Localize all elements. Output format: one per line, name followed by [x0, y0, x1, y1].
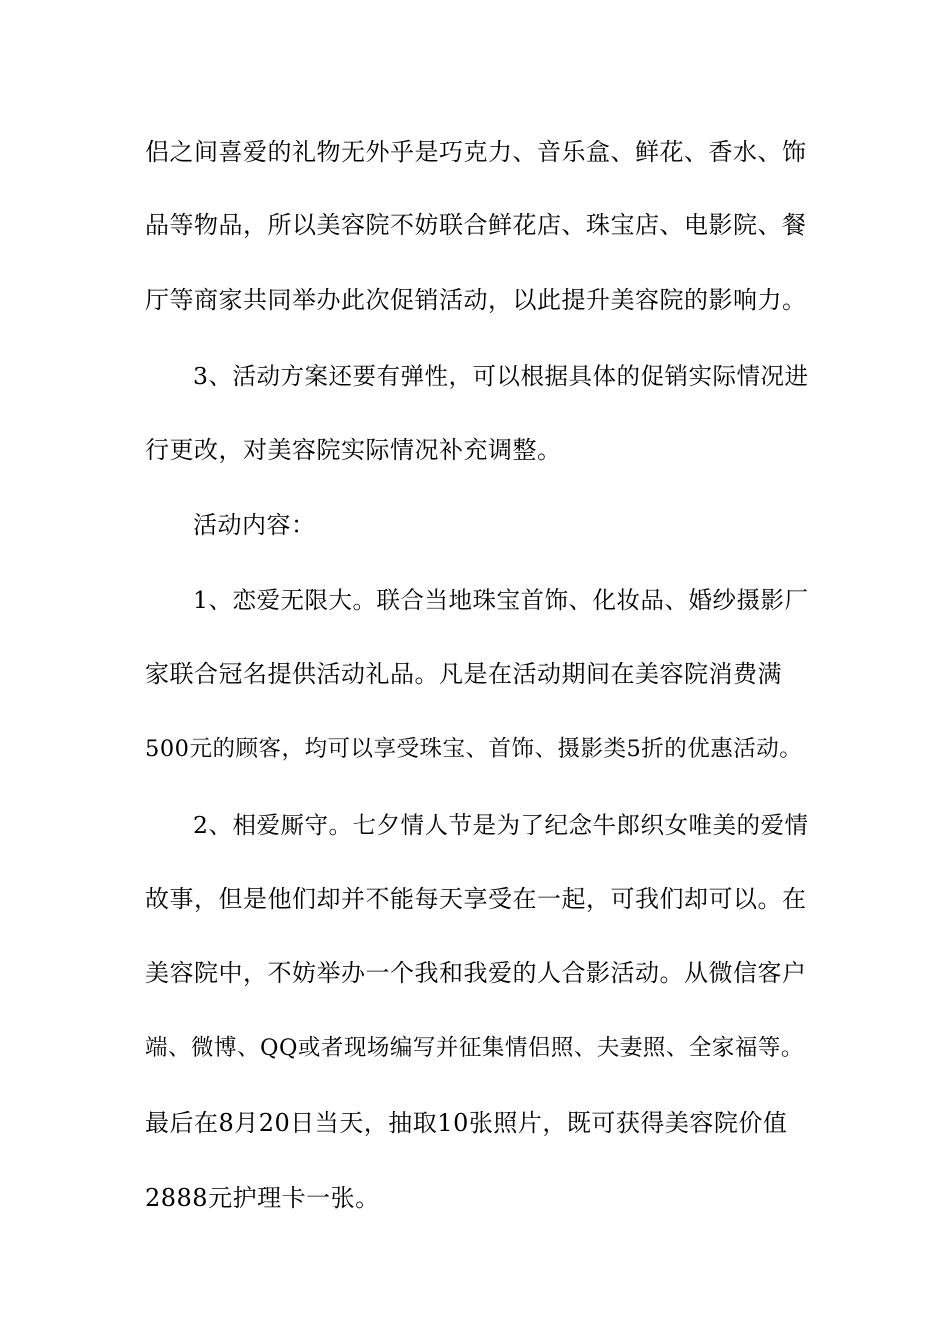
- paragraph-line: 侣之间喜爱的礼物无外乎是巧克力、音乐盒、鲜花、香水、饰: [145, 138, 807, 166]
- paragraph-line: 3、活动方案还要有弹性，可以根据具体的促销实际情况进: [193, 362, 809, 390]
- paragraph-line: 行更改，对美容院实际情况补充调整。: [145, 436, 562, 464]
- section-heading: 活动内容：: [193, 511, 316, 539]
- paragraph-line: 家联合冠名提供活动礼品。凡是在活动期间在美容院消费满: [145, 660, 782, 688]
- paragraph-line: 品等物品，所以美容院不妨联合鲜花店、珠宝店、电影院、餐: [145, 211, 807, 239]
- paragraph-line: 2、相爱厮守。七夕情人节是为了纪念牛郎织女唯美的爱情: [193, 811, 809, 839]
- paragraph-line: 1、恋爱无限大。联合当地珠宝首饰、化妆品、婚纱摄影厂: [193, 586, 809, 614]
- paragraph-line: 2888元护理卡一张。: [145, 1184, 380, 1212]
- paragraph-line: 500元的顾客，均可以享受珠宝、首饰、摄影类5折的优惠活动。: [145, 736, 803, 762]
- paragraph-line: 美容院中，不妨举办一个我和我爱的人合影活动。从微信客户: [145, 959, 807, 987]
- paragraph-line: 端、微博、QQ或者现场编写并征集情侣照、夫妻照、全家福等。: [145, 1035, 804, 1061]
- paragraph-line: 故事，但是他们却并不能每天享受在一起，可我们却可以。在: [145, 885, 807, 913]
- paragraph-line: 厅等商家共同举办此次促销活动，以此提升美容院的影响力。: [145, 286, 807, 314]
- paragraph-line: 最后在8月20日当天，抽取10张照片，既可获得美容院价值: [145, 1109, 788, 1137]
